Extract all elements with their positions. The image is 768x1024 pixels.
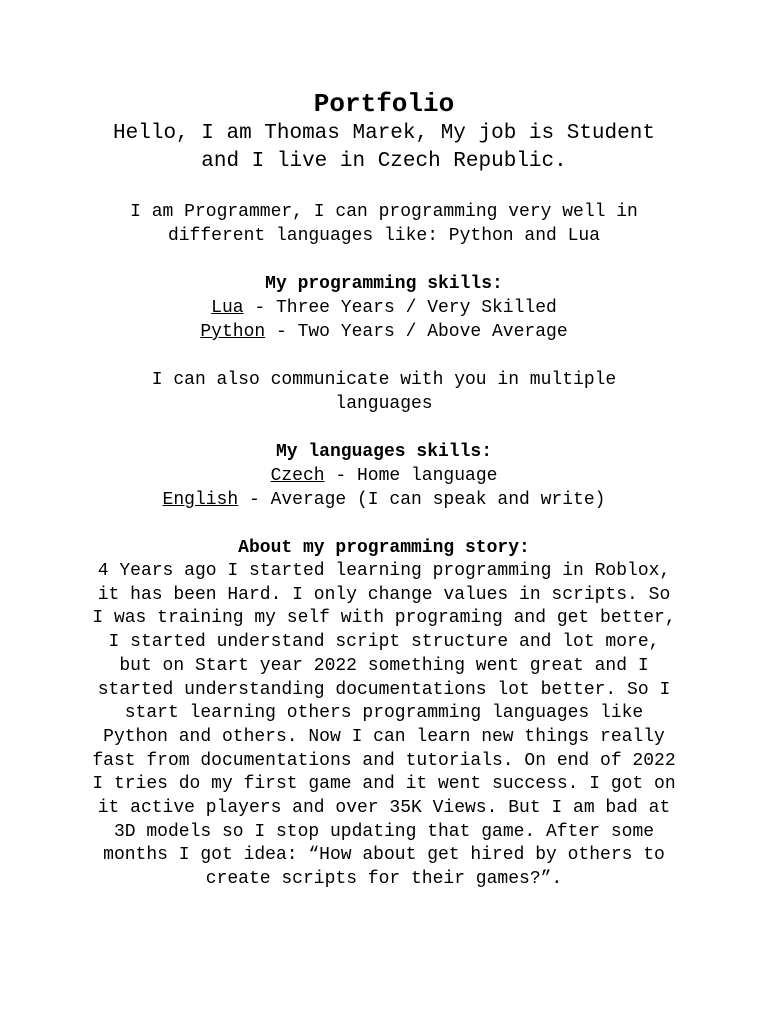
spacer	[0, 176, 768, 200]
language-detail: - Home language	[324, 466, 498, 486]
language-name: English	[162, 490, 239, 510]
skill-detail: - Three Years / Very Skilled	[243, 298, 557, 318]
skill-row-python	[0, 320, 768, 344]
document-page	[0, 88, 768, 892]
page-title: Portfolio	[313, 89, 455, 119]
skill-name: Python	[200, 322, 266, 342]
programmer-text: I am Programmer, I can programming very well in different languages like: Python and Lua	[130, 202, 638, 246]
language-row-english	[0, 488, 768, 512]
spacer	[0, 248, 768, 272]
story-text: 4 Years ago I started learning programming in Roblox, it has been Hard. I only change values in scripts. So I was training my self with programing and get better, I started understand script structure and lot more, but on Start year 2022 something went great and I started understanding documentations lot better. So I start learning others programming languages like Python and others. Now I can learn new things really fast from documentations and tutorials. On end of 2022 I tries do my first game and it went success. I got on it active players and over 35K Views. But I am bad at 3D models so I stop updating that game. After some months I got idea: “How about get hired by others to create scripts for their games?”.	[92, 561, 676, 890]
spacer	[0, 512, 768, 536]
skill-name: Lua	[211, 298, 244, 318]
programming-skills-heading: My programming skills:	[265, 274, 503, 294]
language-skills-heading: My languages skills:	[275, 442, 493, 462]
language-row-czech	[0, 464, 768, 488]
story-heading: About my programming story:	[238, 538, 530, 558]
skill-row-lua	[0, 296, 768, 320]
skill-detail: - Two Years / Above Average	[265, 322, 568, 342]
spacer	[0, 344, 768, 368]
intro-text: Hello, I am Thomas Marek, My job is Student and I live in Czech Republic.	[113, 122, 655, 173]
language-name: Czech	[270, 466, 325, 486]
spacer	[0, 416, 768, 440]
language-detail: - Average (I can speak and write)	[238, 490, 606, 510]
communicate-text: I can also communicate with you in multiple languages	[151, 370, 617, 414]
